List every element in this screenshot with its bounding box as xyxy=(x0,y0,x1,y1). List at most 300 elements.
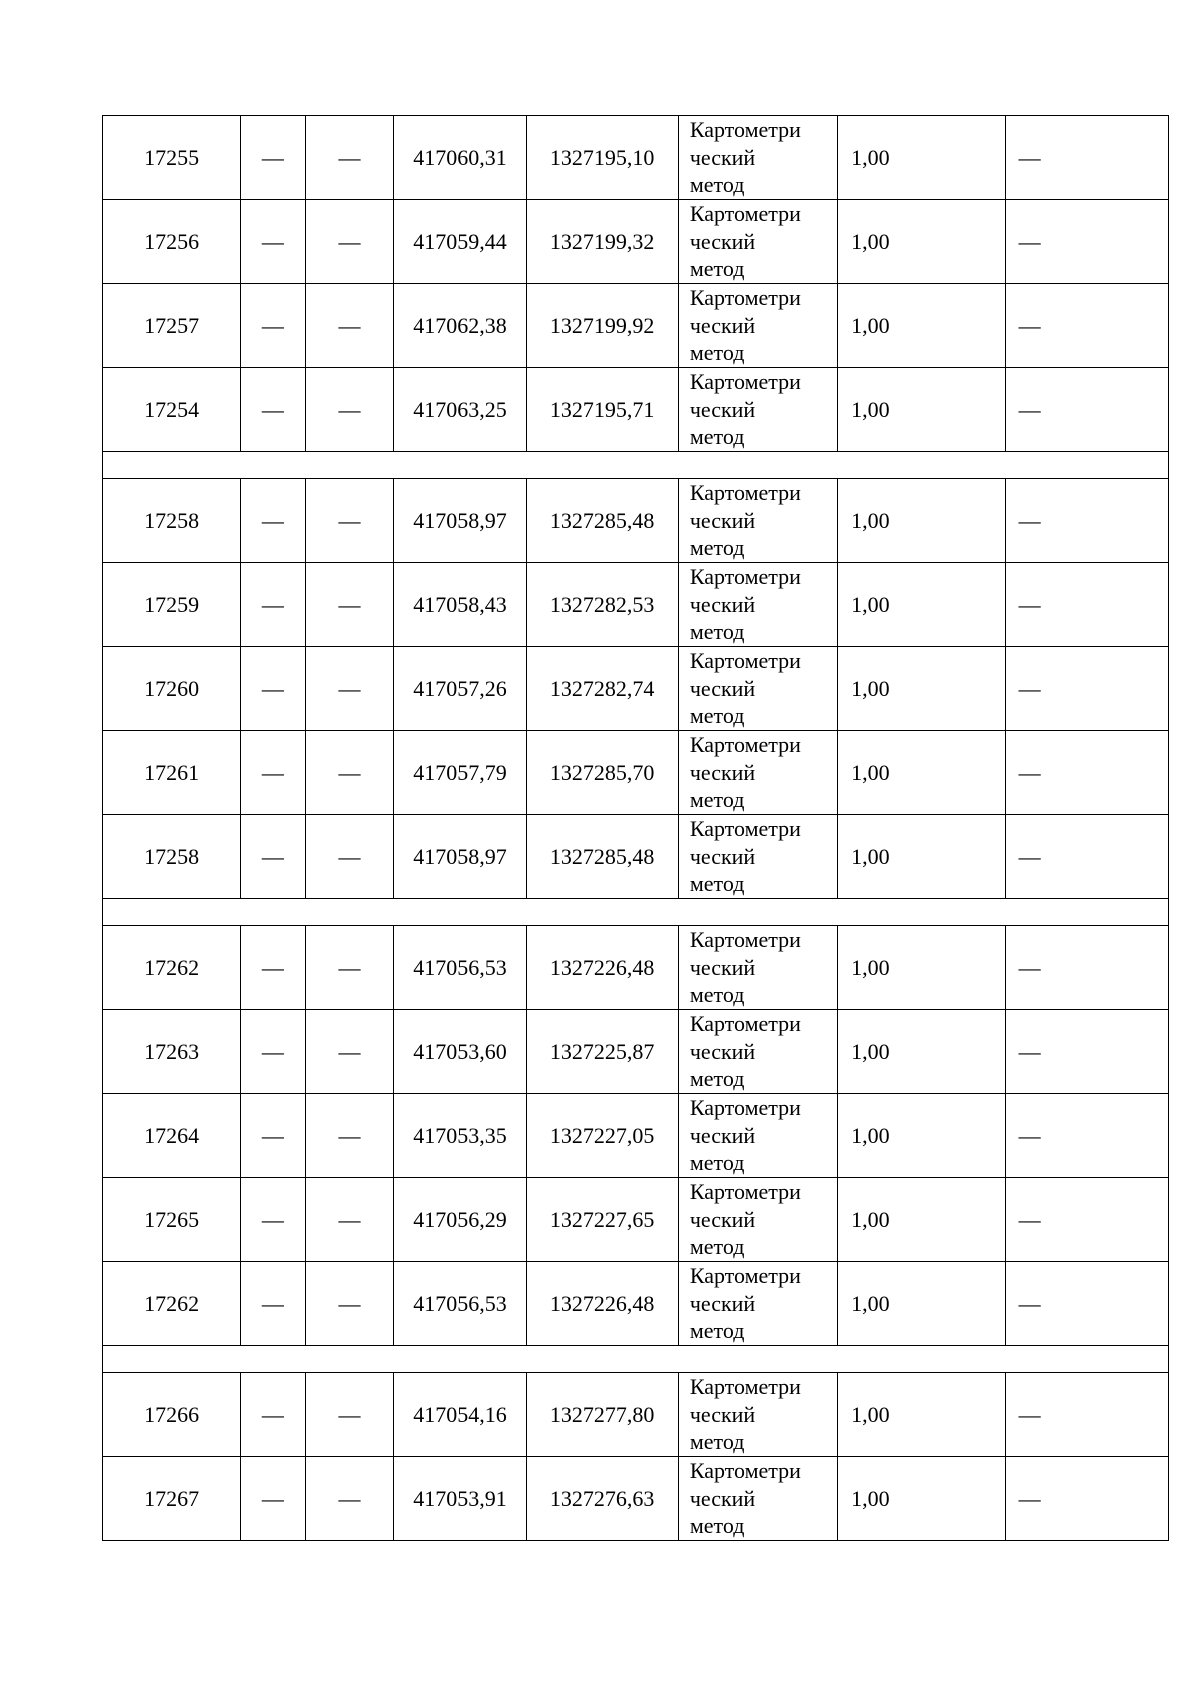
col3-cell xyxy=(305,1010,394,1094)
coordinates-table xyxy=(102,115,1169,1541)
y-coordinate-cell xyxy=(526,284,678,368)
note-cell-text: — xyxy=(1018,228,1041,254)
col3-cell xyxy=(305,1262,394,1346)
x-coordinate-cell-text: 417053,35 xyxy=(413,1122,507,1148)
col2-cell-text: — xyxy=(261,675,284,701)
method-line: ческий xyxy=(689,1038,756,1064)
table-row xyxy=(103,731,1169,815)
method-line: ческий xyxy=(689,1206,756,1232)
col2-cell-text: — xyxy=(261,843,284,869)
col2-cell-text: — xyxy=(261,144,284,170)
method-cell xyxy=(678,815,837,899)
note-cell-text: — xyxy=(1018,1401,1041,1427)
x-coordinate-cell-text: 417054,16 xyxy=(413,1401,507,1427)
point-number-cell xyxy=(103,1457,241,1541)
point-number-cell-text: 17258 xyxy=(144,843,200,869)
y-coordinate-cell xyxy=(526,368,678,452)
method-line: Картометри xyxy=(689,732,801,758)
col3-cell-text: — xyxy=(338,228,361,254)
precision-cell xyxy=(838,1457,1005,1541)
separator-cell xyxy=(103,1346,1169,1373)
table-separator-row xyxy=(103,1346,1169,1373)
y-coordinate-cell xyxy=(526,200,678,284)
note-cell xyxy=(1005,815,1168,899)
col2-cell-text: — xyxy=(261,1038,284,1064)
x-coordinate-cell-text: 417058,97 xyxy=(413,507,507,533)
point-number-cell xyxy=(103,1010,241,1094)
precision-cell xyxy=(838,1373,1005,1457)
precision-cell xyxy=(838,200,1005,284)
y-coordinate-cell xyxy=(526,731,678,815)
y-coordinate-cell xyxy=(526,1457,678,1541)
method-line: Картометри xyxy=(689,816,801,842)
method-line: Картометри xyxy=(689,1374,801,1400)
y-coordinate-cell-text: 1327285,48 xyxy=(549,843,655,869)
method-cell xyxy=(678,647,837,731)
col2-cell xyxy=(241,479,306,563)
method-line: ческий xyxy=(689,1122,756,1148)
precision-cell xyxy=(838,1010,1005,1094)
method-line: ческий xyxy=(689,144,756,170)
col3-cell-text: — xyxy=(338,507,361,533)
col3-cell xyxy=(305,926,394,1010)
x-coordinate-cell-text: 417056,53 xyxy=(413,954,507,980)
point-number-cell-text: 17255 xyxy=(144,144,200,170)
x-coordinate-cell xyxy=(394,479,526,563)
note-cell-text: — xyxy=(1018,1122,1041,1148)
x-coordinate-cell-text: 417056,29 xyxy=(413,1206,507,1232)
x-coordinate-cell xyxy=(394,1010,526,1094)
precision-cell xyxy=(838,368,1005,452)
separator-cell xyxy=(103,452,1169,479)
note-cell-text: — xyxy=(1018,144,1041,170)
table-row xyxy=(103,563,1169,647)
col2-cell-text: — xyxy=(261,228,284,254)
y-coordinate-cell-text: 1327282,53 xyxy=(549,591,655,617)
note-cell-text: — xyxy=(1018,312,1041,338)
method-line: Картометри xyxy=(689,480,801,506)
method-line: метод xyxy=(689,535,745,561)
note-cell xyxy=(1005,926,1168,1010)
note-cell xyxy=(1005,1178,1168,1262)
separator-cell xyxy=(103,899,1169,926)
note-cell xyxy=(1005,1373,1168,1457)
y-coordinate-cell-text: 1327199,32 xyxy=(549,228,655,254)
note-cell xyxy=(1005,647,1168,731)
col2-cell xyxy=(241,1094,306,1178)
col3-cell-text: — xyxy=(338,1038,361,1064)
x-coordinate-cell xyxy=(394,815,526,899)
col3-cell-text: — xyxy=(338,312,361,338)
method-cell xyxy=(678,731,837,815)
point-number-cell-text: 17256 xyxy=(144,228,200,254)
x-coordinate-cell xyxy=(394,1373,526,1457)
y-coordinate-cell-text: 1327277,80 xyxy=(549,1401,655,1427)
y-coordinate-cell-text: 1327226,48 xyxy=(549,954,655,980)
note-cell-text: — xyxy=(1018,1038,1041,1064)
y-coordinate-cell-text: 1327285,48 xyxy=(549,507,655,533)
col2-cell-text: — xyxy=(261,759,284,785)
col2-cell xyxy=(241,815,306,899)
precision-cell-text: 1,00 xyxy=(851,1401,890,1427)
col2-cell-text: — xyxy=(261,1485,284,1511)
precision-cell-text: 1,00 xyxy=(851,1290,890,1316)
y-coordinate-cell xyxy=(526,1094,678,1178)
table-row xyxy=(103,284,1169,368)
note-cell-text: — xyxy=(1018,591,1041,617)
x-coordinate-cell-text: 417053,91 xyxy=(413,1485,507,1511)
x-coordinate-cell xyxy=(394,1262,526,1346)
y-coordinate-cell xyxy=(526,116,678,200)
method-line: Картометри xyxy=(689,117,801,143)
x-coordinate-cell xyxy=(394,368,526,452)
col2-cell xyxy=(241,926,306,1010)
point-number-cell xyxy=(103,1262,241,1346)
col2-cell-text: — xyxy=(261,1206,284,1232)
x-coordinate-cell-text: 417059,44 xyxy=(413,228,507,254)
col2-cell xyxy=(241,1262,306,1346)
y-coordinate-cell-text: 1327227,65 xyxy=(549,1206,655,1232)
table-row xyxy=(103,1094,1169,1178)
precision-cell xyxy=(838,1178,1005,1262)
point-number-cell-text: 17258 xyxy=(144,507,200,533)
precision-cell-text: 1,00 xyxy=(851,954,890,980)
table-row xyxy=(103,1262,1169,1346)
table-row xyxy=(103,1373,1169,1457)
method-line: метод xyxy=(689,703,745,729)
y-coordinate-cell-text: 1327195,10 xyxy=(549,144,655,170)
col2-cell xyxy=(241,1178,306,1262)
y-coordinate-cell-text: 1327226,48 xyxy=(549,1290,655,1316)
col3-cell xyxy=(305,368,394,452)
y-coordinate-cell-text: 1327276,63 xyxy=(549,1485,655,1511)
y-coordinate-cell-text: 1327199,92 xyxy=(549,312,655,338)
y-coordinate-cell xyxy=(526,647,678,731)
y-coordinate-cell-text: 1327195,71 xyxy=(549,396,655,422)
y-coordinate-cell-text: 1327282,74 xyxy=(549,675,655,701)
precision-cell xyxy=(838,1094,1005,1178)
x-coordinate-cell xyxy=(394,200,526,284)
col3-cell xyxy=(305,200,394,284)
col3-cell xyxy=(305,731,394,815)
y-coordinate-cell-text: 1327225,87 xyxy=(549,1038,655,1064)
col3-cell-text: — xyxy=(338,1122,361,1148)
x-coordinate-cell xyxy=(394,731,526,815)
method-cell xyxy=(678,368,837,452)
method-line: ческий xyxy=(689,759,756,785)
point-number-cell-text: 17267 xyxy=(144,1485,200,1511)
note-cell-text: — xyxy=(1018,1485,1041,1511)
point-number-cell-text: 17264 xyxy=(144,1122,200,1148)
point-number-cell xyxy=(103,1373,241,1457)
col2-cell xyxy=(241,563,306,647)
x-coordinate-cell-text: 417056,53 xyxy=(413,1290,507,1316)
table-row xyxy=(103,368,1169,452)
method-line: метод xyxy=(689,1318,745,1344)
x-coordinate-cell-text: 417057,26 xyxy=(413,675,507,701)
y-coordinate-cell xyxy=(526,926,678,1010)
col2-cell-text: — xyxy=(261,954,284,980)
note-cell-text: — xyxy=(1018,396,1041,422)
method-line: метод xyxy=(689,1513,745,1539)
table-row xyxy=(103,1457,1169,1541)
method-line: метод xyxy=(689,1150,745,1176)
col3-cell xyxy=(305,1457,394,1541)
method-cell xyxy=(678,1178,837,1262)
note-cell xyxy=(1005,284,1168,368)
method-line: метод xyxy=(689,256,745,282)
table-row xyxy=(103,116,1169,200)
col2-cell xyxy=(241,368,306,452)
precision-cell-text: 1,00 xyxy=(851,843,890,869)
method-cell xyxy=(678,926,837,1010)
method-cell xyxy=(678,479,837,563)
precision-cell xyxy=(838,815,1005,899)
y-coordinate-cell xyxy=(526,563,678,647)
y-coordinate-cell xyxy=(526,1373,678,1457)
method-cell xyxy=(678,563,837,647)
method-line: ческий xyxy=(689,507,756,533)
precision-cell xyxy=(838,563,1005,647)
x-coordinate-cell-text: 417063,25 xyxy=(413,396,507,422)
method-line: Картометри xyxy=(689,1458,801,1484)
note-cell-text: — xyxy=(1018,843,1041,869)
point-number-cell xyxy=(103,926,241,1010)
col3-cell-text: — xyxy=(338,954,361,980)
note-cell xyxy=(1005,479,1168,563)
y-coordinate-cell xyxy=(526,1178,678,1262)
point-number-cell-text: 17257 xyxy=(144,312,200,338)
x-coordinate-cell-text: 417062,38 xyxy=(413,312,507,338)
col3-cell-text: — xyxy=(338,144,361,170)
note-cell xyxy=(1005,116,1168,200)
method-line: Картометри xyxy=(689,927,801,953)
method-line: ческий xyxy=(689,1485,756,1511)
note-cell xyxy=(1005,1457,1168,1541)
point-number-cell-text: 17262 xyxy=(144,954,200,980)
x-coordinate-cell xyxy=(394,1178,526,1262)
col2-cell-text: — xyxy=(261,591,284,617)
precision-cell xyxy=(838,116,1005,200)
y-coordinate-cell-text: 1327227,05 xyxy=(549,1122,655,1148)
method-cell xyxy=(678,1457,837,1541)
col3-cell-text: — xyxy=(338,1206,361,1232)
point-number-cell-text: 17263 xyxy=(144,1038,200,1064)
x-coordinate-cell xyxy=(394,647,526,731)
y-coordinate-cell xyxy=(526,815,678,899)
table-row xyxy=(103,647,1169,731)
y-coordinate-cell xyxy=(526,479,678,563)
col3-cell-text: — xyxy=(338,843,361,869)
method-line: Картометри xyxy=(689,564,801,590)
note-cell xyxy=(1005,368,1168,452)
col3-cell xyxy=(305,1178,394,1262)
table-separator-row xyxy=(103,452,1169,479)
point-number-cell-text: 17265 xyxy=(144,1206,200,1232)
col3-cell xyxy=(305,479,394,563)
precision-cell-text: 1,00 xyxy=(851,507,890,533)
col3-cell xyxy=(305,1094,394,1178)
col2-cell-text: — xyxy=(261,507,284,533)
col2-cell xyxy=(241,1457,306,1541)
method-line: метод xyxy=(689,340,745,366)
point-number-cell xyxy=(103,815,241,899)
point-number-cell xyxy=(103,1178,241,1262)
method-line: метод xyxy=(689,172,745,198)
note-cell xyxy=(1005,1262,1168,1346)
method-line: Картометри xyxy=(689,1011,801,1037)
method-line: метод xyxy=(689,619,745,645)
precision-cell-text: 1,00 xyxy=(851,312,890,338)
precision-cell-text: 1,00 xyxy=(851,228,890,254)
col3-cell xyxy=(305,815,394,899)
col2-cell-text: — xyxy=(261,1122,284,1148)
precision-cell xyxy=(838,731,1005,815)
note-cell-text: — xyxy=(1018,1290,1041,1316)
table-row xyxy=(103,815,1169,899)
method-cell xyxy=(678,1373,837,1457)
note-cell xyxy=(1005,731,1168,815)
x-coordinate-cell xyxy=(394,926,526,1010)
col3-cell-text: — xyxy=(338,1401,361,1427)
method-line: ческий xyxy=(689,228,756,254)
table-row xyxy=(103,926,1169,1010)
table-row xyxy=(103,1010,1169,1094)
method-line: Картометри xyxy=(689,1263,801,1289)
x-coordinate-cell-text: 417057,79 xyxy=(413,759,507,785)
method-line: метод xyxy=(689,424,745,450)
method-cell xyxy=(678,284,837,368)
x-coordinate-cell-text: 417053,60 xyxy=(413,1038,507,1064)
method-line: Картометри xyxy=(689,201,801,227)
note-cell-text: — xyxy=(1018,954,1041,980)
x-coordinate-cell xyxy=(394,284,526,368)
point-number-cell-text: 17266 xyxy=(144,1401,200,1427)
col2-cell-text: — xyxy=(261,396,284,422)
x-coordinate-cell xyxy=(394,116,526,200)
precision-cell-text: 1,00 xyxy=(851,1206,890,1232)
table-row xyxy=(103,1178,1169,1262)
table-separator-row xyxy=(103,899,1169,926)
precision-cell-text: 1,00 xyxy=(851,1485,890,1511)
precision-cell xyxy=(838,926,1005,1010)
precision-cell-text: 1,00 xyxy=(851,759,890,785)
note-cell xyxy=(1005,563,1168,647)
method-line: Картометри xyxy=(689,1095,801,1121)
x-coordinate-cell-text: 417058,43 xyxy=(413,591,507,617)
method-line: ческий xyxy=(689,954,756,980)
method-line: Картометри xyxy=(689,369,801,395)
method-line: ческий xyxy=(689,396,756,422)
col3-cell-text: — xyxy=(338,675,361,701)
y-coordinate-cell xyxy=(526,1262,678,1346)
point-number-cell-text: 17262 xyxy=(144,1290,200,1316)
method-cell xyxy=(678,200,837,284)
col2-cell xyxy=(241,284,306,368)
method-line: ческий xyxy=(689,843,756,869)
point-number-cell-text: 17254 xyxy=(144,396,200,422)
x-coordinate-cell xyxy=(394,1457,526,1541)
method-cell xyxy=(678,1010,837,1094)
method-line: ческий xyxy=(689,312,756,338)
col2-cell xyxy=(241,1010,306,1094)
col3-cell xyxy=(305,1373,394,1457)
method-line: ческий xyxy=(689,675,756,701)
col3-cell-text: — xyxy=(338,759,361,785)
col2-cell xyxy=(241,116,306,200)
method-line: Картометри xyxy=(689,648,801,674)
method-line: ческий xyxy=(689,1290,756,1316)
x-coordinate-cell xyxy=(394,563,526,647)
col3-cell xyxy=(305,284,394,368)
col3-cell-text: — xyxy=(338,591,361,617)
x-coordinate-cell-text: 417060,31 xyxy=(413,144,507,170)
note-cell xyxy=(1005,1010,1168,1094)
method-line: метод xyxy=(689,1234,745,1260)
col3-cell-text: — xyxy=(338,1485,361,1511)
col3-cell xyxy=(305,647,394,731)
point-number-cell xyxy=(103,368,241,452)
method-line: ческий xyxy=(689,1401,756,1427)
col2-cell xyxy=(241,731,306,815)
precision-cell xyxy=(838,647,1005,731)
col2-cell xyxy=(241,200,306,284)
point-number-cell-text: 17259 xyxy=(144,591,200,617)
col2-cell xyxy=(241,647,306,731)
precision-cell-text: 1,00 xyxy=(851,591,890,617)
note-cell-text: — xyxy=(1018,1206,1041,1232)
method-line: метод xyxy=(689,787,745,813)
method-line: метод xyxy=(689,871,745,897)
x-coordinate-cell xyxy=(394,1094,526,1178)
precision-cell-text: 1,00 xyxy=(851,144,890,170)
table-body xyxy=(103,116,1169,1541)
note-cell xyxy=(1005,200,1168,284)
col3-cell-text: — xyxy=(338,396,361,422)
col2-cell-text: — xyxy=(261,312,284,338)
method-line: метод xyxy=(689,982,745,1008)
y-coordinate-cell xyxy=(526,1010,678,1094)
precision-cell-text: 1,00 xyxy=(851,396,890,422)
note-cell-text: — xyxy=(1018,507,1041,533)
method-cell xyxy=(678,1262,837,1346)
precision-cell xyxy=(838,284,1005,368)
point-number-cell xyxy=(103,116,241,200)
method-line: Картометри xyxy=(689,1179,801,1205)
y-coordinate-cell-text: 1327285,70 xyxy=(549,759,655,785)
method-line: Картометри xyxy=(689,285,801,311)
note-cell-text: — xyxy=(1018,675,1041,701)
precision-cell-text: 1,00 xyxy=(851,1038,890,1064)
col3-cell xyxy=(305,116,394,200)
col2-cell-text: — xyxy=(261,1401,284,1427)
method-line: метод xyxy=(689,1066,745,1092)
point-number-cell xyxy=(103,647,241,731)
col3-cell xyxy=(305,563,394,647)
col2-cell xyxy=(241,1373,306,1457)
point-number-cell xyxy=(103,479,241,563)
x-coordinate-cell-text: 417058,97 xyxy=(413,843,507,869)
note-cell-text: — xyxy=(1018,759,1041,785)
table-row xyxy=(103,200,1169,284)
precision-cell xyxy=(838,479,1005,563)
point-number-cell xyxy=(103,563,241,647)
method-cell xyxy=(678,1094,837,1178)
method-line: ческий xyxy=(689,591,756,617)
col2-cell-text: — xyxy=(261,1290,284,1316)
precision-cell xyxy=(838,1262,1005,1346)
point-number-cell xyxy=(103,731,241,815)
